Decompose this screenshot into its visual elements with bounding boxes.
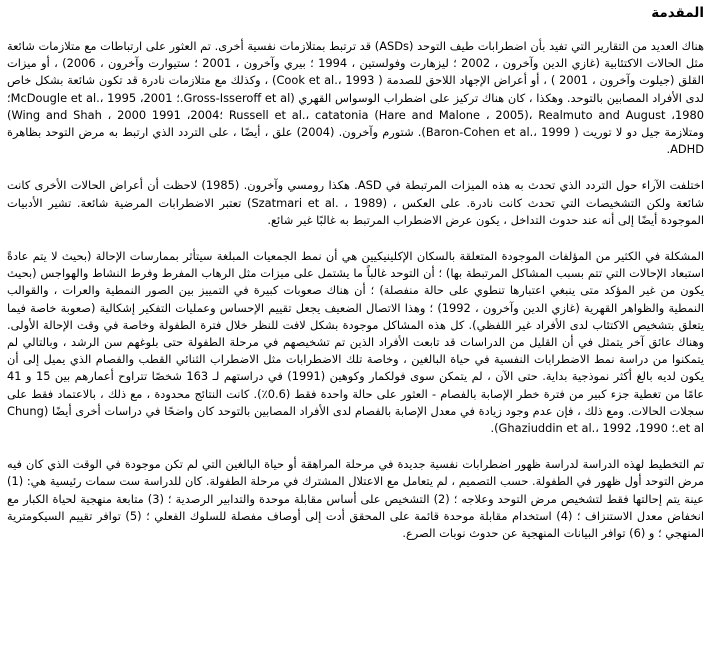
paragraph-clinical-problems: المشكلة في الكثير من المؤلفات الموجودة المتعلقة بالسكان الإكلينيكيين هي أن نمط الجمعيات المبلغة سيتأثر بممارسات الإحالة (بحيث لا يتم عادةً استبعاد الإحالات التي تتم بسبب المشاكل المرتبطة بها) ؛ أن التوحد غالباً ما يشتمل على ميزات مثل الرهاب المفرط وفرط النشاط والهواجس (بحيث يكون من غير المؤكد متى ينبغي اعتبارها تنطوي على حالة منفصلة) ؛ أن هناك صعوبات كبيرة في التمييز بين الصور النمطية والعرات ، والقوالب النمطية والظواهر القهرية (غازي الدين وآخرون ، 1992) ؛ وهذا الاتصال الضعيف يجعل تقييم الإحساس وعمليات التفكير إشكالية (صعوبة خاصة فيما يتعلق بتشخيص الاكتئاب لدى الأفراد غير اللفظي). كل هذه المشاكل موجودة بشكل لافت للنظر خلال فترة الطفولة وخاصة في وقت الإحالة الأولى. وهناك عائق آخر يتمثل في أن القليل من الدراسات قد تابعت الأفراد الذين تم تشخيصهم في مرحلة الطفولة حتى بلوغهم سن الرشد ، وبالتالي لم يتمكنوا من دراسة نمط الاضطرابات النفسية في حياة البالغين ، وخاصة تلك الاضطرابات مثل الاضطراب الثنائي القطب والفصام الذي يميل إلى أن يكون لديه بالغ أكثر نموذجية بداية. حتى الآن ، لم يتمكن سوى فولكمار وكوهين (1991) في دراستهم لـ 163 شخصًا تتراوح أعمارهم بين 15 و 41 عامًا من تغطية جزء كبير من فترة خطر الإصابة بالفصام - العثور على حالة واحدة فقط (0.6٪). كانت النتائج محدودة ، مع ذلك ، بالاعتماد فقط على سجلات الحالات. ومع ذلك ، فإن عدم وجود زيادة في معدل الإصابة بالفصام لدى الأفراد المصابين بالتوحد كان واضحًا في دراسات أخرى أيضًا (Chung et al.؛ 1990، Ghaziuddin et al.، 1992). [7, 249, 704, 436]
paragraph-associations: هناك العديد من التقارير التي تفيد بأن اضطرابات طيف التوحد (ASDs) قد ترتبط بمتلازمات نفسية أخرى. تم العثور على ارتباطات مع متلازمات شائعة مثل الحالات الاكتئابية (غازي الدين وآخرون ، 2002 ؛ ليزهارت وفولستين ، 1994 ؛ بيري وآخرون ، 2001 ؛ ستيوارت وآخرون ، 2006) ، أو ميزات القلق (جيلوت وآخرون ، 2001 ) ، أو أعراض الإجهاد اللاحق للصدمة ( Cook et al.، 1993) ، وكذلك مع متلازمات نادرة قد تكون شائعة بشكل خاص لدى الأفراد المصابين بالتوحد. وهكذا ، كان هناك تركيز على اضطراب الوسواس القهري (Gross-Isseroff et al.؛ 2001، McDougle et al.، 1995؛ 1980، Russell et al.، catatonia (Hare and Malone ، 2005)، Realmuto and August ؛2004، 1991 Wing and Shah ، 2000) ومتلازمة جيل دو لا توريت ( Baron-Cohen et al.، 1999). شتورم وآخرون. (2004) علق ، أيضًا ، على التردد الذي ارتبط به مرض التوحد بظاهرة ADHD. [7, 39, 704, 157]
section-heading: المقدمة [651, 5, 704, 21]
paragraph-study-design: تم التخطيط لهذه الدراسة لدراسة ظهور اضطرابات نفسية جديدة في مرحلة المراهقة أو حياة البالغين التي لم تكن موجودة في الوقت الذي كان فيه مرض التوحد أول ظهور في الطفولة. حسب التصميم ، لم يتعامل مع الاعتلال المشترك في مرحلة الطفولة. كان للدراسة ست سمات رئيسية هي: (1) عينة يتم إحالتها فقط لتشخيص مرض التوحد وعلاجه ؛ (2) التشخيص على أساس مقابلة موحدة والتدابير الرصدية ؛ (3) متابعة منهجية لحياة الكبار مع انخفاض معدل الاستنزاف ؛ (4) استخدام مقابلة موحدة قائمة على المحقق أدت إلى أوصاف مفصلة للسلوك الفعلي ؛ (5) توافر تقييم السيكومترية المنهجي ؛ و (6) توافر البيانات المنهجية عن حدوث نوبات الصرع. [7, 457, 704, 541]
paragraph-frequency: اختلفت الآراء حول التردد الذي تحدث به هذه الميزات المرتبطة في ASD. هكذا رومسي وآخرون. (1985) لاحظت أن أعراض الحالات الأخرى كانت شائعة ولكن التشخيصات التي تحدث كانت نادرة. على العكس ، (Szatmari et al. ، 1989) تعتبر الاضطرابات المرضية شائعة. تشير الأدبيات الموجودة أيضًا إلى أنه عند حدوث التداخل ، يكون عرض الاضطراب المرتبط به غالبًا غير شائع. [7, 178, 704, 227]
